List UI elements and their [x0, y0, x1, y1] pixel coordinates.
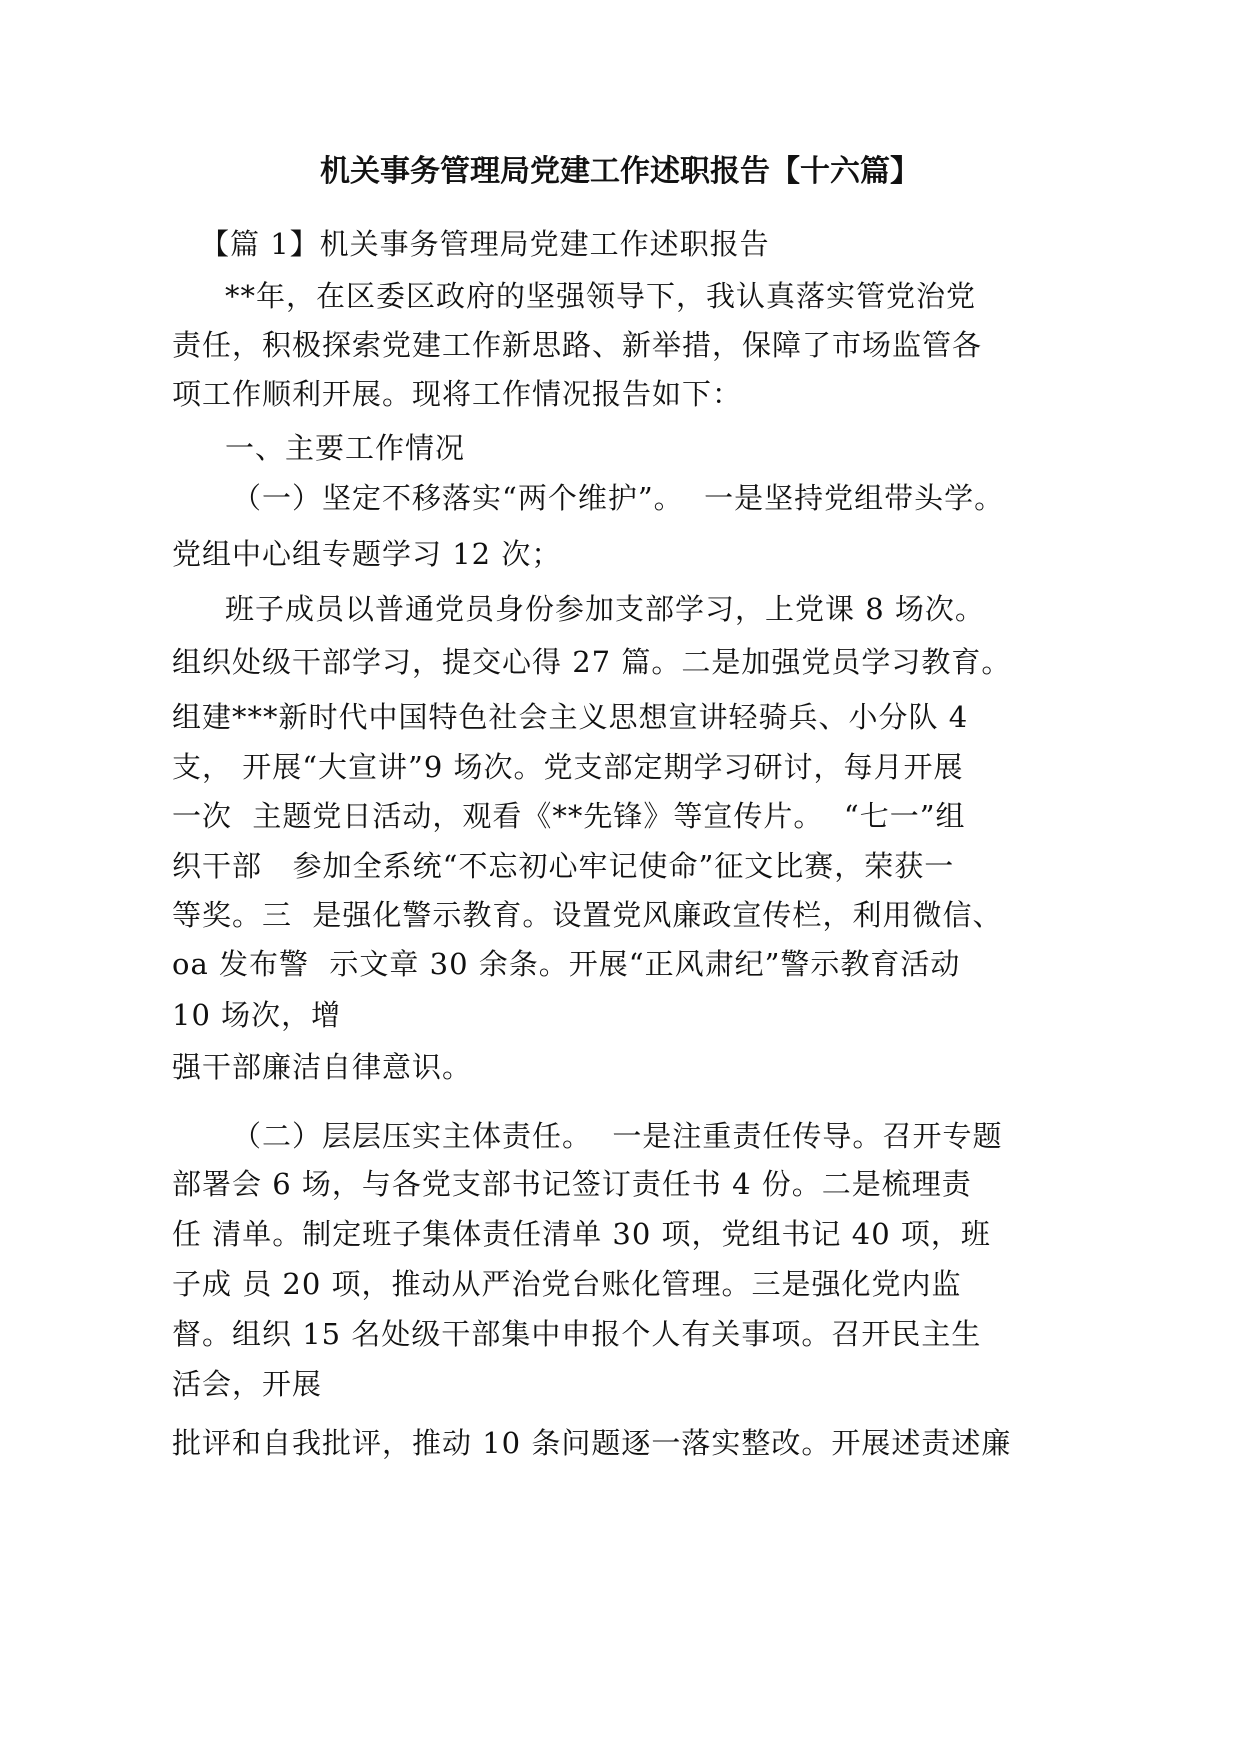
body-line: 子成 员 20 项，推动从严治党台账化管理。三是强化党内监	[172, 1267, 962, 1301]
body-line: 部署会 6 场，与各党支部书记签订责任书 4 份。二是梳理责	[172, 1167, 972, 1201]
body-line: 支， 开展“大宣讲”9 场次。党支部定期学习研讨，每月开展	[172, 750, 964, 784]
document-title: 机关事务管理局党建工作述职报告【十六篇】	[320, 154, 920, 189]
body-line: 项工作顺利开展。现将工作情况报告如下：	[172, 377, 743, 411]
body-line: （二）层层压实主体责任。 一是注重责任传导。召开专题	[232, 1119, 1003, 1153]
body-line: 组织处级干部学习，提交心得 27 篇。二是加强党员学习教育。	[172, 645, 1012, 679]
body-line: 批评和自我批评，推动 10 条问题逐一落实整改。开展述责述廉	[172, 1426, 1012, 1460]
heading-main-work: 一、主要工作情况	[225, 431, 466, 465]
body-line: 班子成员以普通党员身份参加支部学习，上党课 8 场次。	[225, 592, 985, 626]
body-line: 组建***新时代中国特色社会主义思想宣讲轻骑兵、小分队 4	[172, 700, 969, 734]
body-line: 责任，积极探索党建工作新思路、新举措，保障了市场监管各	[172, 328, 983, 362]
body-line: 等奖。三 是强化警示教育。设置党风廉政宣传栏，利用微信、	[172, 898, 1003, 932]
body-line: 任 清单。制定班子集体责任清单 30 项，党组书记 40 项，班	[172, 1217, 991, 1251]
body-line: 督。组织 15 名处级干部集中申报个人有关事项。召开民主生	[172, 1317, 982, 1351]
body-line: 一次 主题党日活动，观看《**先锋》等宣传片。 “七一”组	[172, 799, 966, 833]
body-line: 10 场次，增	[172, 998, 342, 1032]
body-line: 强干部廉洁自律意识。	[172, 1050, 473, 1084]
section-heading: 【篇 1】机关事务管理局党建工作述职报告	[200, 227, 770, 261]
body-line: 织干部 参加全系统“不忘初心牢记使命”征文比赛，荣获一	[172, 849, 955, 883]
body-line: （一）坚定不移落实“两个维护”。 一是坚持党组带头学。	[232, 481, 1005, 515]
body-line: oa 发布警 示文章 30 余条。开展“正风肃纪”警示教育活动	[172, 947, 961, 981]
body-line: **年，在区委区政府的坚强领导下，我认真落实管党治党	[225, 279, 977, 313]
body-line: 活会，开展	[172, 1367, 323, 1401]
body-line: 党组中心组专题学习 12 次；	[172, 537, 562, 571]
